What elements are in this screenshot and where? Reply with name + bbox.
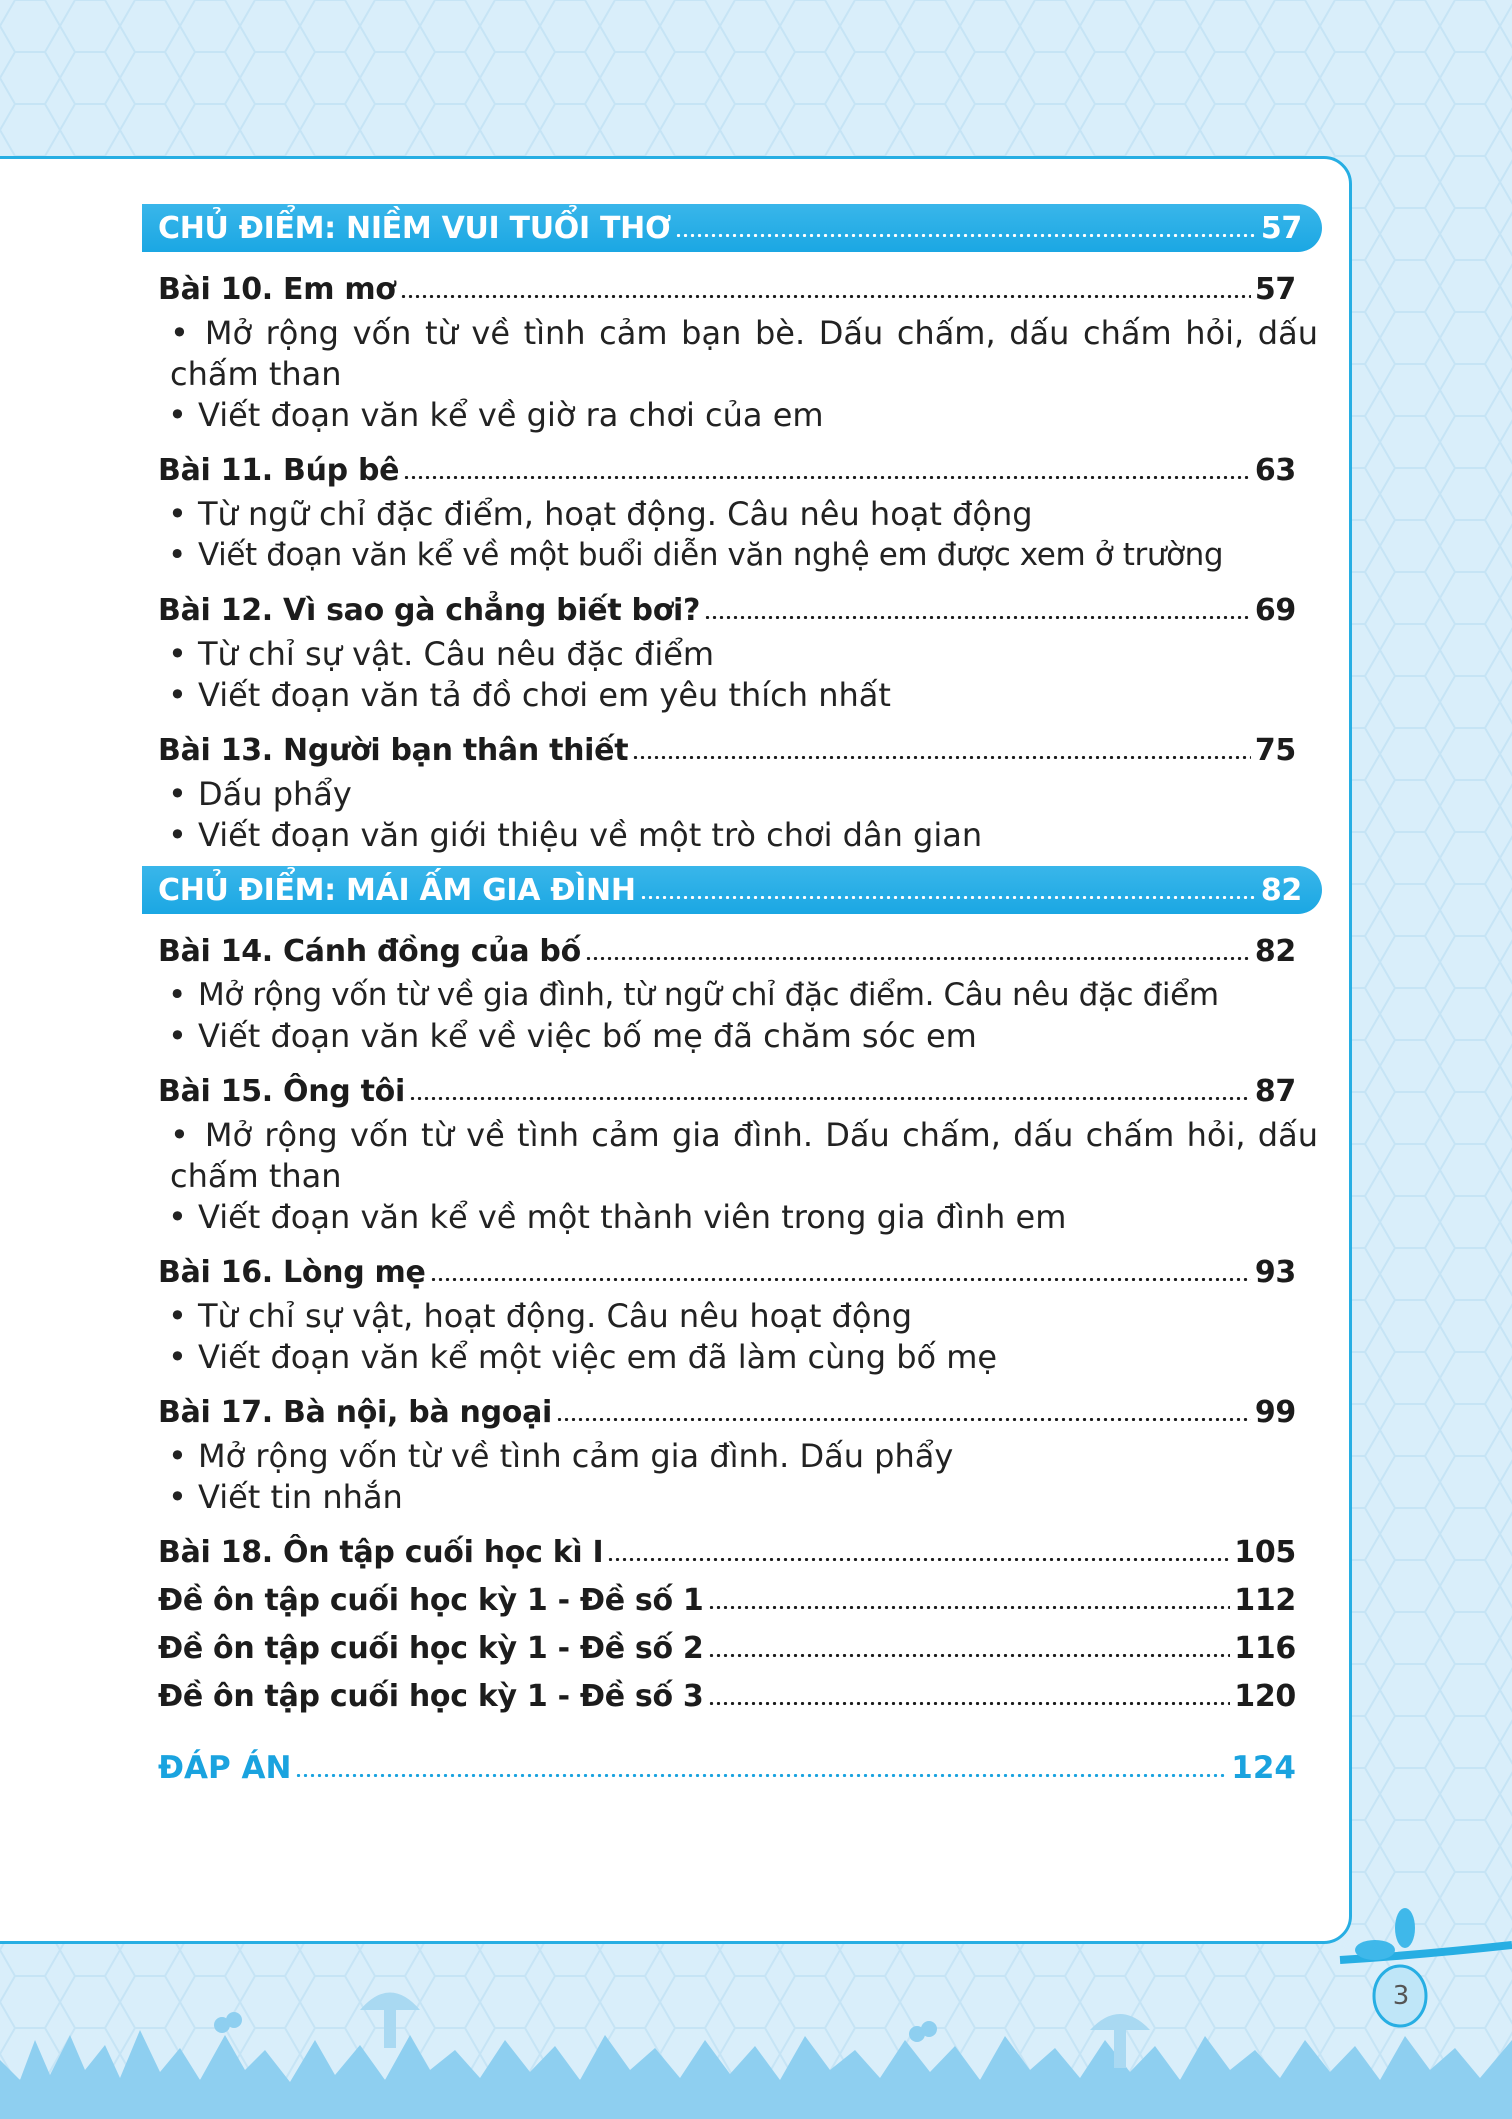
lesson-page: 87 xyxy=(1254,1073,1296,1109)
page-number: 3 xyxy=(1392,1981,1410,2011)
section-title: CHỦ ĐIỂM: NIỀM VUI TUỔI THƠ xyxy=(158,210,671,246)
topic-item: • Viết đoạn văn giới thiệu về một trò chơi dân gian xyxy=(168,816,983,854)
topic-item: • Viết đoạn văn kể về một thành viên trong gia đình em xyxy=(168,1198,1067,1236)
section-heading[interactable] xyxy=(142,204,1322,252)
lesson-topics xyxy=(142,494,1322,576)
leader-dots xyxy=(607,1558,1230,1561)
entry-page: 112 xyxy=(1234,1582,1296,1618)
lesson-topics xyxy=(142,313,1322,436)
section-heading[interactable] xyxy=(142,866,1322,914)
topic-item: • Từ chỉ sự vật. Câu nêu đặc điểm xyxy=(168,635,715,673)
entry-title: Đề ôn tập cuối học kỳ 1 - Đề số 1 xyxy=(158,1582,704,1618)
lesson-topics xyxy=(142,774,1322,856)
topic-item: • Từ chỉ sự vật, hoạt động. Câu nêu hoạt động xyxy=(168,1297,913,1335)
lesson-entry[interactable] xyxy=(142,446,1322,494)
leader-dots xyxy=(403,476,1251,479)
leader-dots xyxy=(556,1418,1251,1421)
topic-item: • Mở rộng vốn từ về gia đình, từ ngữ chỉ đặc điểm. Câu nêu đặc điểm xyxy=(168,977,1219,1013)
leader-dots xyxy=(704,616,1251,619)
topic-item: • Mở rộng vốn từ về tình cảm gia đình. Dấu chấm, dấu chấm hỏi, dấu chấm than xyxy=(170,1116,1318,1195)
lesson-topics xyxy=(142,975,1322,1057)
topic-item: • Viết tin nhắn xyxy=(168,1478,403,1516)
topic-item: • Dấu phẩy xyxy=(168,775,352,813)
leader-dots xyxy=(632,756,1251,759)
lesson-entry[interactable] xyxy=(142,586,1322,634)
topic-item: • Viết đoạn văn tả đồ chơi em yêu thích nhất xyxy=(168,676,891,714)
review-entry[interactable] xyxy=(142,1672,1322,1720)
leader-dots xyxy=(585,957,1251,960)
review-entry[interactable] xyxy=(142,1528,1322,1576)
section-page: 82 xyxy=(1260,872,1302,908)
entry-title: Đề ôn tập cuối học kỳ 1 - Đề số 2 xyxy=(158,1630,704,1666)
topic-item: • Viết đoạn văn kể về việc bố mẹ đã chăm sóc em xyxy=(168,1017,977,1055)
lesson-page: 82 xyxy=(1254,933,1296,969)
lesson-entry[interactable] xyxy=(142,265,1322,313)
lesson-topics xyxy=(142,1296,1322,1378)
lesson-title: Bài 11. Búp bê xyxy=(158,452,400,488)
topic-item: • Mở rộng vốn từ về tình cảm gia đình. Dấu phẩy xyxy=(168,1437,954,1475)
lesson-page: 69 xyxy=(1254,592,1296,628)
lesson-entry[interactable] xyxy=(142,1067,1322,1115)
lesson-title: Bài 10. Em mơ xyxy=(158,271,396,307)
entry-title: Đề ôn tập cuối học kỳ 1 - Đề số 3 xyxy=(158,1678,704,1714)
topic-item: • Từ ngữ chỉ đặc điểm, hoạt động. Câu nêu hoạt động xyxy=(168,495,1033,533)
leader-dots xyxy=(708,1606,1231,1609)
entry-page: 120 xyxy=(1234,1678,1296,1714)
leader-dots xyxy=(400,295,1251,298)
lesson-page: 63 xyxy=(1254,452,1296,488)
lesson-page: 75 xyxy=(1254,732,1296,768)
lesson-entry[interactable] xyxy=(142,1388,1322,1436)
leader-dots xyxy=(430,1278,1251,1281)
answer-entry[interactable] xyxy=(142,1744,1322,1792)
lesson-title: Bài 13. Người bạn thân thiết xyxy=(158,732,629,768)
review-entry[interactable] xyxy=(142,1624,1322,1672)
table-of-contents xyxy=(142,204,1322,1792)
topic-item: • Mở rộng vốn từ về tình cảm bạn bè. Dấu chấm, dấu chấm hỏi, dấu chấm than xyxy=(170,314,1318,393)
topic-item: • Viết đoạn văn kể về một buổi diễn văn nghệ em được xem ở trường xyxy=(168,537,1224,573)
lesson-title: Bài 12. Vì sao gà chẳng biết bơi? xyxy=(158,592,701,628)
answer-page: 124 xyxy=(1231,1750,1296,1786)
topic-item: • Viết đoạn văn kể một việc em đã làm cùng bố mẹ xyxy=(168,1338,998,1376)
lesson-title: Bài 15. Ông tôi xyxy=(158,1073,405,1109)
answer-title: ĐÁP ÁN xyxy=(158,1750,292,1786)
section-title: CHỦ ĐIỂM: MÁI ẤM GIA ĐÌNH xyxy=(158,872,636,908)
review-entry[interactable] xyxy=(142,1576,1322,1624)
lesson-page: 93 xyxy=(1254,1254,1296,1290)
lesson-entry[interactable] xyxy=(142,726,1322,774)
lesson-title: Bài 17. Bà nội, bà ngoại xyxy=(158,1394,553,1430)
lesson-topics xyxy=(142,1115,1322,1238)
entry-page: 116 xyxy=(1234,1630,1296,1666)
leader-dots xyxy=(708,1654,1231,1657)
leader-dots xyxy=(295,1774,1227,1777)
lesson-topics xyxy=(142,1436,1322,1518)
leader-dots xyxy=(640,896,1257,899)
lesson-page: 99 xyxy=(1254,1394,1296,1430)
lesson-title: Bài 16. Lòng mẹ xyxy=(158,1254,426,1290)
topic-item: • Viết đoạn văn kể về giờ ra chơi của em xyxy=(168,396,824,434)
section-page: 57 xyxy=(1260,210,1302,246)
entry-title: Bài 18. Ôn tập cuối học kì I xyxy=(158,1534,604,1570)
entry-page: 105 xyxy=(1234,1534,1296,1570)
lesson-title: Bài 14. Cánh đồng của bố xyxy=(158,933,581,969)
lesson-entry[interactable] xyxy=(142,927,1322,975)
lesson-page: 57 xyxy=(1254,271,1296,307)
leader-dots xyxy=(409,1097,1251,1100)
leader-dots xyxy=(708,1702,1231,1705)
lesson-entry[interactable] xyxy=(142,1248,1322,1296)
lesson-topics xyxy=(142,634,1322,716)
leader-dots xyxy=(675,234,1257,237)
